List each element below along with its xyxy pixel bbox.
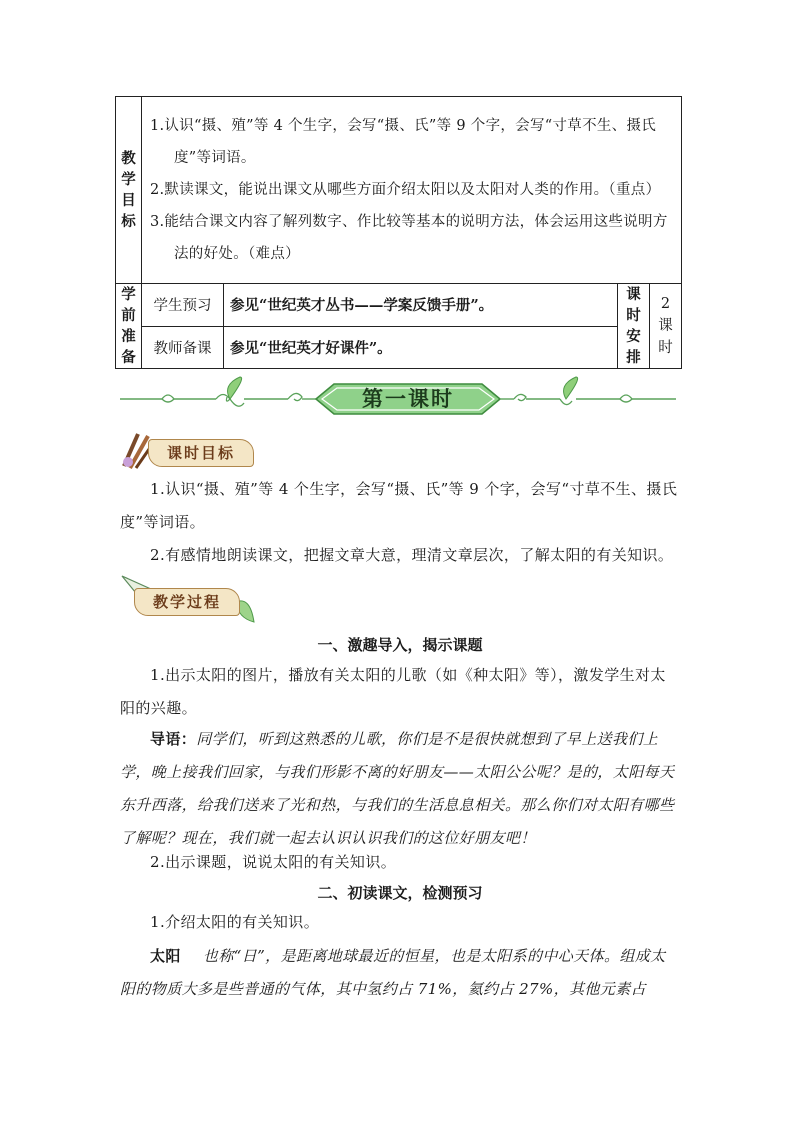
goal-item: 1.认识“摄、殖”等 4 个生字，会写“摄、氏”等 9 个字，会写“寸草不生、摄氏度”等词语。 (150, 118, 657, 166)
teacher-prep-text: 参见“世纪英才好课件”。 (224, 326, 618, 369)
lesson-plan-table (115, 96, 682, 369)
goal-item: 2.默读课文，能说出课文从哪些方面介绍太阳以及太阳对人类的作用。（重点） (150, 182, 661, 198)
intro-label: 导语： (150, 730, 197, 748)
goal-item: 3.能结合课文内容了解列数字、作比较等基本的说明方法，体会运用这些说明方法的好处。（难点） (150, 214, 668, 262)
sun-paragraph (120, 940, 680, 1006)
schedule-header: 课 时 安 排 (618, 284, 650, 369)
student-prep-label: 学生预习 (142, 284, 224, 327)
lesson-goal-2: 2.有感情地朗读课文，把握文章大意，理清文章层次，了解太阳的有关知识。 (150, 546, 674, 564)
section-2-title: 二、初读课文，检测预习 (317, 884, 483, 902)
schedule-hours: 2 课 时 (650, 284, 682, 369)
student-prep-row (116, 284, 682, 327)
section-2-item-1: 1.介绍太阳的有关知识。 (150, 913, 320, 931)
section-1-intro (120, 723, 680, 855)
section-1-item-2: 2.出示课题，说说太阳的有关知识。 (150, 853, 397, 871)
teacher-prep-label: 教师备课 (142, 326, 224, 369)
banner-title: 第一课时 (362, 387, 454, 411)
lesson-goal-1: 1.认识“摄、殖”等 4 个生字，会写“摄、氏”等 9 个字，会写“寸草不生、摄氏度”等词语。 (120, 480, 678, 531)
section-1-title: 一、激趣导入，揭示课题 (317, 636, 483, 654)
goals-header: 教 学 目 标 (116, 97, 142, 284)
sun-label: 太阳 (150, 947, 181, 965)
lesson-banner (120, 376, 676, 422)
prep-header: 学 前 准 备 (116, 284, 142, 369)
teaching-process-badge (118, 572, 258, 626)
sun-text: 也称“日”，是距离地球最近的恒星，也是太阳系的中心天体。组成太阳的物质大多是些普通的气体，其中氢约占 71%，氦约占 27%，其他元素占 (120, 947, 666, 998)
goals-cell (142, 97, 682, 284)
goals-row (116, 97, 682, 284)
teacher-prep-row (116, 326, 682, 369)
lesson-goals-label: 课时目标 (148, 439, 254, 467)
teaching-process-label: 教学过程 (134, 588, 240, 616)
student-prep-text: 参见“世纪英才丛书——学案反馈手册”。 (224, 284, 618, 327)
lesson-goals-badge (118, 432, 258, 472)
section-1-item-1: 1.出示太阳的图片，播放有关太阳的儿歌（如《种太阳》等），激发学生对太阳的兴趣。 (120, 666, 666, 717)
intro-text: 同学们，听到这熟悉的儿歌，你们是不是很快就想到了早上送我们上学，晚上接我们回家，与我们形影不离的好朋友——太阳公公呢？是的，太阳每天东升西落，给我们送来了光和热，与我们的生活息息相关。那么你们对太阳有哪些了解呢？现在，我们就一起去认识认识我们的这位好朋友吧！ (120, 730, 675, 847)
